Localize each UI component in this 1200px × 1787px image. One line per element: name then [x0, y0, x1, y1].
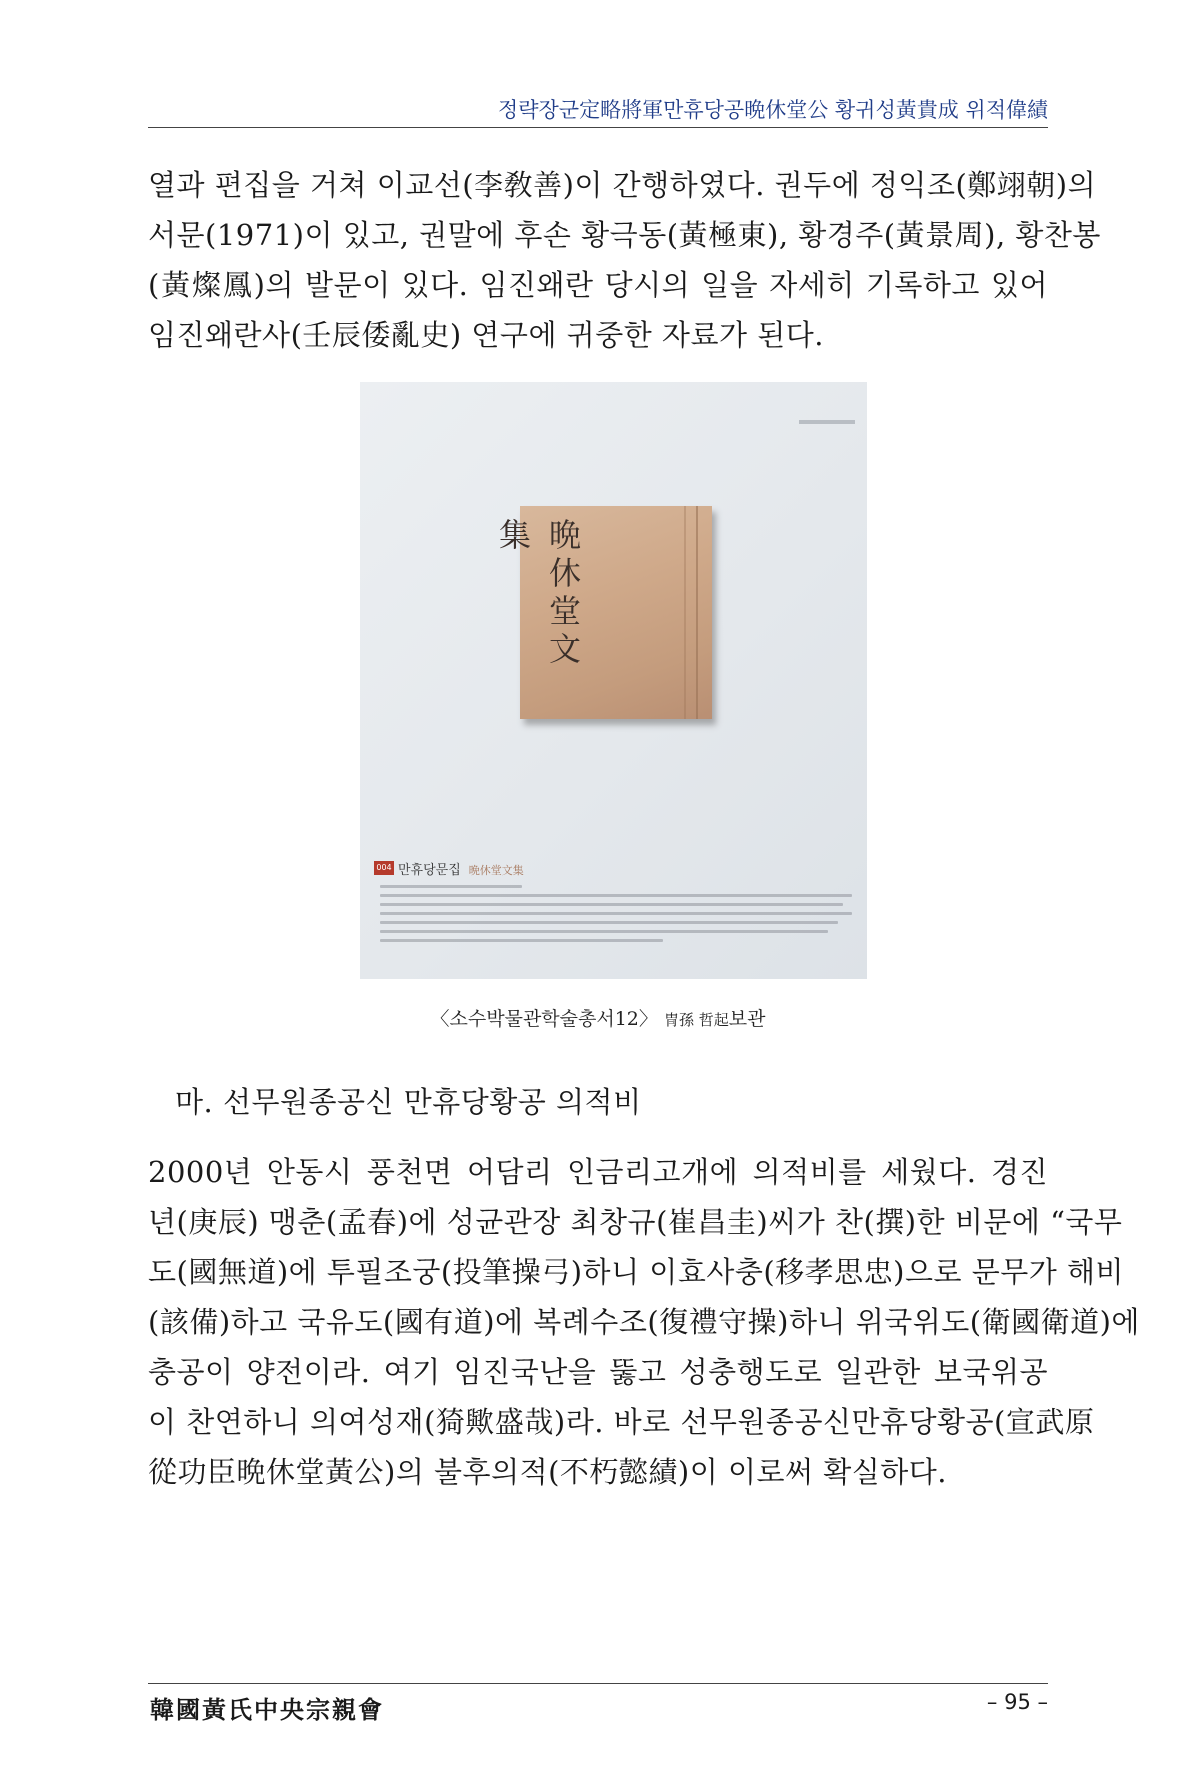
- paragraph-line: 從功臣晩休堂黃公)의 불후의적(不朽懿績)이 이로써 확실하다.: [148, 1455, 947, 1489]
- caption-title-hanja: 晩休堂文集: [468, 864, 524, 877]
- photo-caption-block: [374, 859, 858, 969]
- figure-caption-source: 〈소수박물관학술총서12〉: [430, 1008, 658, 1030]
- running-header: 정략장군定略將軍만휴당공晩休堂公 황귀성黃貴成 위적偉績: [497, 98, 1048, 122]
- figure-caption-owner: 冑孫 哲起: [663, 1011, 729, 1029]
- caption-title-korean: 만휴당문집: [398, 863, 461, 878]
- paragraph-line: 충공이 양전이라. 여기 임진국난을 뚫고 성충행도로 일관한 보국위공: [148, 1355, 1048, 1389]
- footer-organization: 韓國黃氏中央宗親會: [150, 1695, 384, 1724]
- book-cover: [494, 506, 712, 719]
- figure-caption-suffix: 보관: [728, 1008, 766, 1030]
- paragraph-line: 이 찬연하니 의여성재(猗歟盛哉)라. 바로 선무원종공신만휴당황공(宣武原: [148, 1405, 1095, 1439]
- paragraph-line: 서문(1971)이 있고, 권말에 후손 황극동(黃極東), 황경주(黃景周), 황찬봉: [148, 218, 1101, 252]
- page-number: – 95 –: [986, 1690, 1048, 1714]
- paragraph-line: 도(國無道)에 투필조궁(投筆操弓)하니 이효사충(移孝思忠)으로 문무가 해비: [148, 1255, 1125, 1289]
- header-divider: [148, 127, 1048, 128]
- figure-caption: [148, 1004, 1048, 1031]
- paragraph-line: 열과 편집을 거쳐 이교선(李敎善)이 간행하였다. 권두에 정익조(鄭翊朝)의: [148, 168, 1097, 202]
- book-binding: [684, 506, 686, 719]
- caption-title: [398, 859, 524, 878]
- paragraph-2: [148, 1147, 1140, 1497]
- book-photo: [360, 382, 867, 979]
- page-corner-note: [799, 420, 855, 424]
- book-binding: [696, 506, 698, 719]
- paragraph-line: 임진왜란사(壬辰倭亂史) 연구에 귀중한 자료가 된다.: [148, 318, 824, 352]
- paragraph-line: 2000년 안동시 풍천면 어담리 인금리고개에 의적비를 세웠다. 경진: [148, 1155, 1048, 1189]
- paragraph-line: (黃燦鳳)의 발문이 있다. 임진왜란 당시의 일을 자세히 기록하고 있어: [148, 268, 1048, 302]
- caption-number-badge: 004: [374, 861, 394, 875]
- paragraph-1: [148, 160, 1101, 360]
- paragraph-line: (該備)하고 국유도(國有道)에 복례수조(復禮守操)하니 위국위도(衛國衛道)에: [148, 1305, 1140, 1339]
- footer-divider: [148, 1683, 1048, 1684]
- caption-illegible-text: [380, 885, 852, 948]
- paragraph-line: 년(庚辰) 맹춘(孟春)에 성균관장 최창규(崔昌圭)씨가 찬(撰)한 비문에 “국무: [148, 1205, 1123, 1239]
- section-heading: 마. 선무원종공신 만휴당황공 의적비: [175, 1085, 642, 1119]
- book-cover-title: 晩休堂文集: [494, 518, 582, 670]
